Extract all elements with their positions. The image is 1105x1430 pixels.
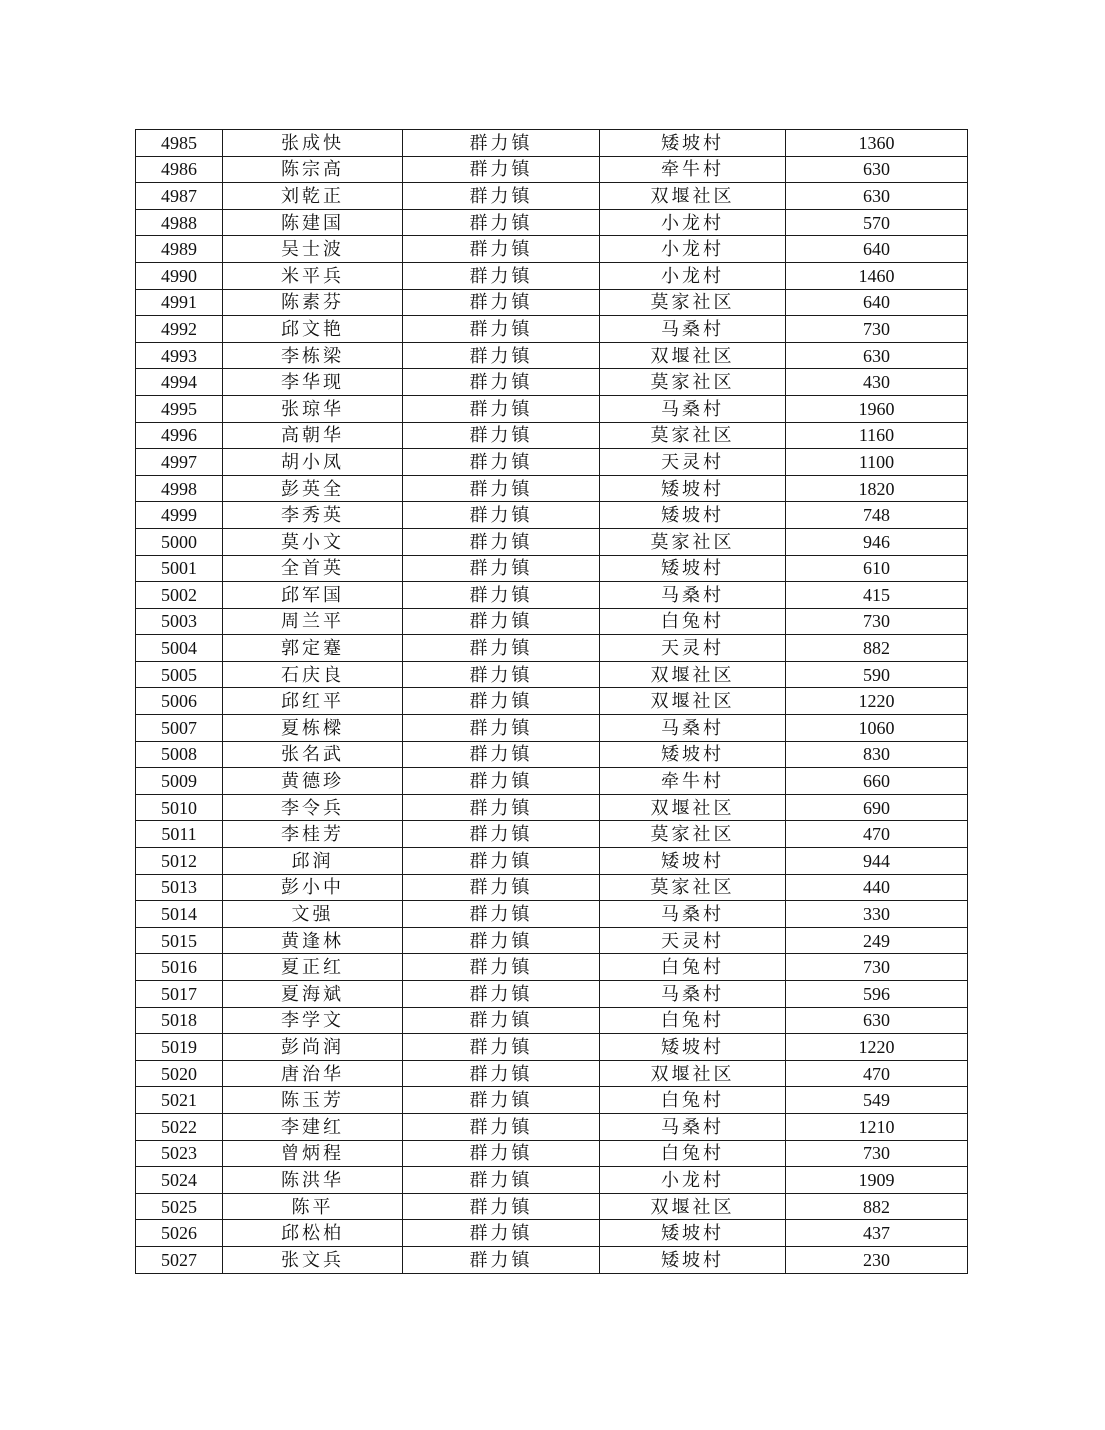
row-number-cell: 5022: [136, 1113, 223, 1140]
table-row: [136, 874, 968, 901]
village-cell: 白兔村: [600, 1087, 786, 1114]
table-row: [136, 821, 968, 848]
table-row: [136, 1167, 968, 1194]
town-cell: 群力镇: [403, 183, 600, 210]
name-cell: 邱文艳: [223, 316, 403, 343]
amount-cell: 1060: [786, 715, 968, 742]
row-number-cell: 5009: [136, 768, 223, 795]
name-cell: 夏正红: [223, 954, 403, 981]
table-row: [136, 1034, 968, 1061]
table-row: [136, 183, 968, 210]
table-row: [136, 342, 968, 369]
town-cell: 群力镇: [403, 475, 600, 502]
amount-cell: 630: [786, 1007, 968, 1034]
name-cell: 黄德珍: [223, 768, 403, 795]
table-row: [136, 1246, 968, 1273]
row-number-cell: 5006: [136, 688, 223, 715]
town-cell: 群力镇: [403, 1007, 600, 1034]
village-cell: 马桑村: [600, 1113, 786, 1140]
table-row: [136, 635, 968, 662]
town-cell: 群力镇: [403, 555, 600, 582]
village-cell: 牵牛村: [600, 156, 786, 183]
village-cell: 白兔村: [600, 1007, 786, 1034]
table-row: [136, 1113, 968, 1140]
amount-cell: 330: [786, 901, 968, 928]
row-number-cell: 4989: [136, 236, 223, 263]
name-cell: 李栋梁: [223, 342, 403, 369]
amount-cell: 1820: [786, 475, 968, 502]
village-cell: 矮坡村: [600, 130, 786, 157]
amount-cell: 470: [786, 1060, 968, 1087]
amount-cell: 610: [786, 555, 968, 582]
amount-cell: 630: [786, 156, 968, 183]
name-cell: 邱军国: [223, 582, 403, 609]
table-row: [136, 981, 968, 1008]
row-number-cell: 5010: [136, 794, 223, 821]
town-cell: 群力镇: [403, 1167, 600, 1194]
village-cell: 莫家社区: [600, 422, 786, 449]
amount-cell: 630: [786, 342, 968, 369]
table-row: [136, 1087, 968, 1114]
row-number-cell: 4999: [136, 502, 223, 529]
table-row: [136, 901, 968, 928]
row-number-cell: 4998: [136, 475, 223, 502]
village-cell: 双堰社区: [600, 661, 786, 688]
row-number-cell: 5027: [136, 1246, 223, 1273]
village-cell: 莫家社区: [600, 528, 786, 555]
village-cell: 天灵村: [600, 927, 786, 954]
row-number-cell: 4988: [136, 209, 223, 236]
row-number-cell: 5004: [136, 635, 223, 662]
name-cell: 陈宗高: [223, 156, 403, 183]
table-row: [136, 1193, 968, 1220]
town-cell: 群力镇: [403, 927, 600, 954]
village-cell: 马桑村: [600, 316, 786, 343]
row-number-cell: 5001: [136, 555, 223, 582]
name-cell: 张名武: [223, 741, 403, 768]
town-cell: 群力镇: [403, 1220, 600, 1247]
town-cell: 群力镇: [403, 236, 600, 263]
name-cell: 邱松柏: [223, 1220, 403, 1247]
table-row: [136, 954, 968, 981]
name-cell: 米平兵: [223, 262, 403, 289]
town-cell: 群力镇: [403, 741, 600, 768]
amount-cell: 730: [786, 608, 968, 635]
amount-cell: 882: [786, 635, 968, 662]
amount-cell: 640: [786, 289, 968, 316]
table-row: [136, 715, 968, 742]
amount-cell: 1100: [786, 449, 968, 476]
name-cell: 唐治华: [223, 1060, 403, 1087]
row-number-cell: 5023: [136, 1140, 223, 1167]
row-number-cell: 5024: [136, 1167, 223, 1194]
name-cell: 文强: [223, 901, 403, 928]
town-cell: 群力镇: [403, 901, 600, 928]
town-cell: 群力镇: [403, 422, 600, 449]
name-cell: 彭尚润: [223, 1034, 403, 1061]
name-cell: 郭定蹇: [223, 635, 403, 662]
table-row: [136, 369, 968, 396]
table-row: [136, 661, 968, 688]
village-cell: 白兔村: [600, 954, 786, 981]
village-cell: 牵牛村: [600, 768, 786, 795]
town-cell: 群力镇: [403, 1193, 600, 1220]
amount-cell: 882: [786, 1193, 968, 1220]
village-cell: 莫家社区: [600, 369, 786, 396]
town-cell: 群力镇: [403, 821, 600, 848]
table-row: [136, 262, 968, 289]
town-cell: 群力镇: [403, 395, 600, 422]
town-cell: 群力镇: [403, 130, 600, 157]
amount-cell: 944: [786, 848, 968, 875]
table-row: [136, 688, 968, 715]
row-number-cell: 4986: [136, 156, 223, 183]
name-cell: 全首英: [223, 555, 403, 582]
name-cell: 胡小凤: [223, 449, 403, 476]
name-cell: 夏栋樑: [223, 715, 403, 742]
table-row: [136, 794, 968, 821]
table-row: [136, 1007, 968, 1034]
row-number-cell: 4985: [136, 130, 223, 157]
name-cell: 李秀英: [223, 502, 403, 529]
village-cell: 矮坡村: [600, 741, 786, 768]
town-cell: 群力镇: [403, 794, 600, 821]
village-cell: 小龙村: [600, 1167, 786, 1194]
row-number-cell: 5025: [136, 1193, 223, 1220]
name-cell: 莫小文: [223, 528, 403, 555]
village-cell: 莫家社区: [600, 289, 786, 316]
town-cell: 群力镇: [403, 582, 600, 609]
town-cell: 群力镇: [403, 1140, 600, 1167]
row-number-cell: 5018: [136, 1007, 223, 1034]
amount-cell: 1160: [786, 422, 968, 449]
town-cell: 群力镇: [403, 688, 600, 715]
village-cell: 矮坡村: [600, 475, 786, 502]
amount-cell: 1460: [786, 262, 968, 289]
row-number-cell: 4993: [136, 342, 223, 369]
name-cell: 张成快: [223, 130, 403, 157]
amount-cell: 570: [786, 209, 968, 236]
name-cell: 李令兵: [223, 794, 403, 821]
roster-table-body: [136, 130, 968, 1274]
town-cell: 群力镇: [403, 449, 600, 476]
row-number-cell: 5012: [136, 848, 223, 875]
village-cell: 白兔村: [600, 1140, 786, 1167]
town-cell: 群力镇: [403, 289, 600, 316]
village-cell: 矮坡村: [600, 1220, 786, 1247]
row-number-cell: 4991: [136, 289, 223, 316]
amount-cell: 549: [786, 1087, 968, 1114]
row-number-cell: 5016: [136, 954, 223, 981]
name-cell: 石庆良: [223, 661, 403, 688]
row-number-cell: 5021: [136, 1087, 223, 1114]
row-number-cell: 4987: [136, 183, 223, 210]
table-row: [136, 395, 968, 422]
amount-cell: 730: [786, 1140, 968, 1167]
name-cell: 李华现: [223, 369, 403, 396]
town-cell: 群力镇: [403, 502, 600, 529]
amount-cell: 249: [786, 927, 968, 954]
name-cell: 李学文: [223, 1007, 403, 1034]
row-number-cell: 4997: [136, 449, 223, 476]
amount-cell: 1220: [786, 688, 968, 715]
village-cell: 双堰社区: [600, 688, 786, 715]
town-cell: 群力镇: [403, 342, 600, 369]
amount-cell: 1220: [786, 1034, 968, 1061]
table-row: [136, 316, 968, 343]
town-cell: 群力镇: [403, 608, 600, 635]
amount-cell: 440: [786, 874, 968, 901]
row-number-cell: 4990: [136, 262, 223, 289]
table-row: [136, 1060, 968, 1087]
village-cell: 矮坡村: [600, 502, 786, 529]
amount-cell: 1360: [786, 130, 968, 157]
village-cell: 双堰社区: [600, 1060, 786, 1087]
amount-cell: 1210: [786, 1113, 968, 1140]
name-cell: 刘乾正: [223, 183, 403, 210]
village-cell: 马桑村: [600, 715, 786, 742]
town-cell: 群力镇: [403, 848, 600, 875]
amount-cell: 596: [786, 981, 968, 1008]
table-row: [136, 741, 968, 768]
name-cell: 陈洪华: [223, 1167, 403, 1194]
name-cell: 邱红平: [223, 688, 403, 715]
table-row: [136, 475, 968, 502]
table-row: [136, 289, 968, 316]
amount-cell: 730: [786, 316, 968, 343]
town-cell: 群力镇: [403, 528, 600, 555]
name-cell: 李桂芳: [223, 821, 403, 848]
table-row: [136, 582, 968, 609]
name-cell: 周兰平: [223, 608, 403, 635]
table-row: [136, 130, 968, 157]
table-row: [136, 528, 968, 555]
table-row: [136, 555, 968, 582]
town-cell: 群力镇: [403, 661, 600, 688]
amount-cell: 660: [786, 768, 968, 795]
town-cell: 群力镇: [403, 874, 600, 901]
amount-cell: 1909: [786, 1167, 968, 1194]
name-cell: 陈建国: [223, 209, 403, 236]
table-row: [136, 422, 968, 449]
village-cell: 天灵村: [600, 449, 786, 476]
table-row: [136, 156, 968, 183]
name-cell: 陈平: [223, 1193, 403, 1220]
name-cell: 陈素芬: [223, 289, 403, 316]
town-cell: 群力镇: [403, 981, 600, 1008]
amount-cell: 1960: [786, 395, 968, 422]
amount-cell: 830: [786, 741, 968, 768]
roster-table: [135, 129, 968, 1274]
row-number-cell: 5015: [136, 927, 223, 954]
name-cell: 张文兵: [223, 1246, 403, 1273]
row-number-cell: 5013: [136, 874, 223, 901]
row-number-cell: 5002: [136, 582, 223, 609]
amount-cell: 415: [786, 582, 968, 609]
village-cell: 小龙村: [600, 236, 786, 263]
row-number-cell: 5011: [136, 821, 223, 848]
amount-cell: 470: [786, 821, 968, 848]
village-cell: 莫家社区: [600, 821, 786, 848]
village-cell: 马桑村: [600, 582, 786, 609]
row-number-cell: 5007: [136, 715, 223, 742]
table-row: [136, 608, 968, 635]
name-cell: 彭小中: [223, 874, 403, 901]
town-cell: 群力镇: [403, 209, 600, 236]
town-cell: 群力镇: [403, 369, 600, 396]
name-cell: 吴士波: [223, 236, 403, 263]
amount-cell: 946: [786, 528, 968, 555]
row-number-cell: 5019: [136, 1034, 223, 1061]
row-number-cell: 4996: [136, 422, 223, 449]
village-cell: 矮坡村: [600, 1034, 786, 1061]
village-cell: 双堰社区: [600, 794, 786, 821]
amount-cell: 730: [786, 954, 968, 981]
town-cell: 群力镇: [403, 156, 600, 183]
amount-cell: 630: [786, 183, 968, 210]
row-number-cell: 5014: [136, 901, 223, 928]
row-number-cell: 5005: [136, 661, 223, 688]
row-number-cell: 5000: [136, 528, 223, 555]
town-cell: 群力镇: [403, 262, 600, 289]
village-cell: 双堰社区: [600, 1193, 786, 1220]
amount-cell: 640: [786, 236, 968, 263]
name-cell: 夏海斌: [223, 981, 403, 1008]
town-cell: 群力镇: [403, 954, 600, 981]
table-row: [136, 768, 968, 795]
town-cell: 群力镇: [403, 1034, 600, 1061]
name-cell: 张琼华: [223, 395, 403, 422]
amount-cell: 430: [786, 369, 968, 396]
village-cell: 矮坡村: [600, 1246, 786, 1273]
village-cell: 小龙村: [600, 262, 786, 289]
town-cell: 群力镇: [403, 316, 600, 343]
town-cell: 群力镇: [403, 715, 600, 742]
amount-cell: 230: [786, 1246, 968, 1273]
village-cell: 矮坡村: [600, 555, 786, 582]
row-number-cell: 4995: [136, 395, 223, 422]
village-cell: 马桑村: [600, 395, 786, 422]
name-cell: 高朝华: [223, 422, 403, 449]
name-cell: 邱润: [223, 848, 403, 875]
village-cell: 马桑村: [600, 901, 786, 928]
name-cell: 曾炳程: [223, 1140, 403, 1167]
row-number-cell: 5008: [136, 741, 223, 768]
table-row: [136, 449, 968, 476]
row-number-cell: 5017: [136, 981, 223, 1008]
row-number-cell: 4992: [136, 316, 223, 343]
amount-cell: 748: [786, 502, 968, 529]
town-cell: 群力镇: [403, 768, 600, 795]
town-cell: 群力镇: [403, 1246, 600, 1273]
village-cell: 矮坡村: [600, 848, 786, 875]
table-row: [136, 927, 968, 954]
village-cell: 莫家社区: [600, 874, 786, 901]
row-number-cell: 5020: [136, 1060, 223, 1087]
village-cell: 白兔村: [600, 608, 786, 635]
amount-cell: 437: [786, 1220, 968, 1247]
village-cell: 小龙村: [600, 209, 786, 236]
row-number-cell: 4994: [136, 369, 223, 396]
village-cell: 双堰社区: [600, 342, 786, 369]
row-number-cell: 5026: [136, 1220, 223, 1247]
town-cell: 群力镇: [403, 1060, 600, 1087]
village-cell: 天灵村: [600, 635, 786, 662]
town-cell: 群力镇: [403, 635, 600, 662]
name-cell: 彭英全: [223, 475, 403, 502]
village-cell: 双堰社区: [600, 183, 786, 210]
row-number-cell: 5003: [136, 608, 223, 635]
village-cell: 马桑村: [600, 981, 786, 1008]
table-row: [136, 502, 968, 529]
town-cell: 群力镇: [403, 1087, 600, 1114]
table-row: [136, 1140, 968, 1167]
name-cell: 李建红: [223, 1113, 403, 1140]
table-row: [136, 209, 968, 236]
town-cell: 群力镇: [403, 1113, 600, 1140]
table-row: [136, 236, 968, 263]
name-cell: 陈玉芳: [223, 1087, 403, 1114]
name-cell: 黄逢林: [223, 927, 403, 954]
table-row: [136, 1220, 968, 1247]
amount-cell: 690: [786, 794, 968, 821]
table-row: [136, 848, 968, 875]
amount-cell: 590: [786, 661, 968, 688]
